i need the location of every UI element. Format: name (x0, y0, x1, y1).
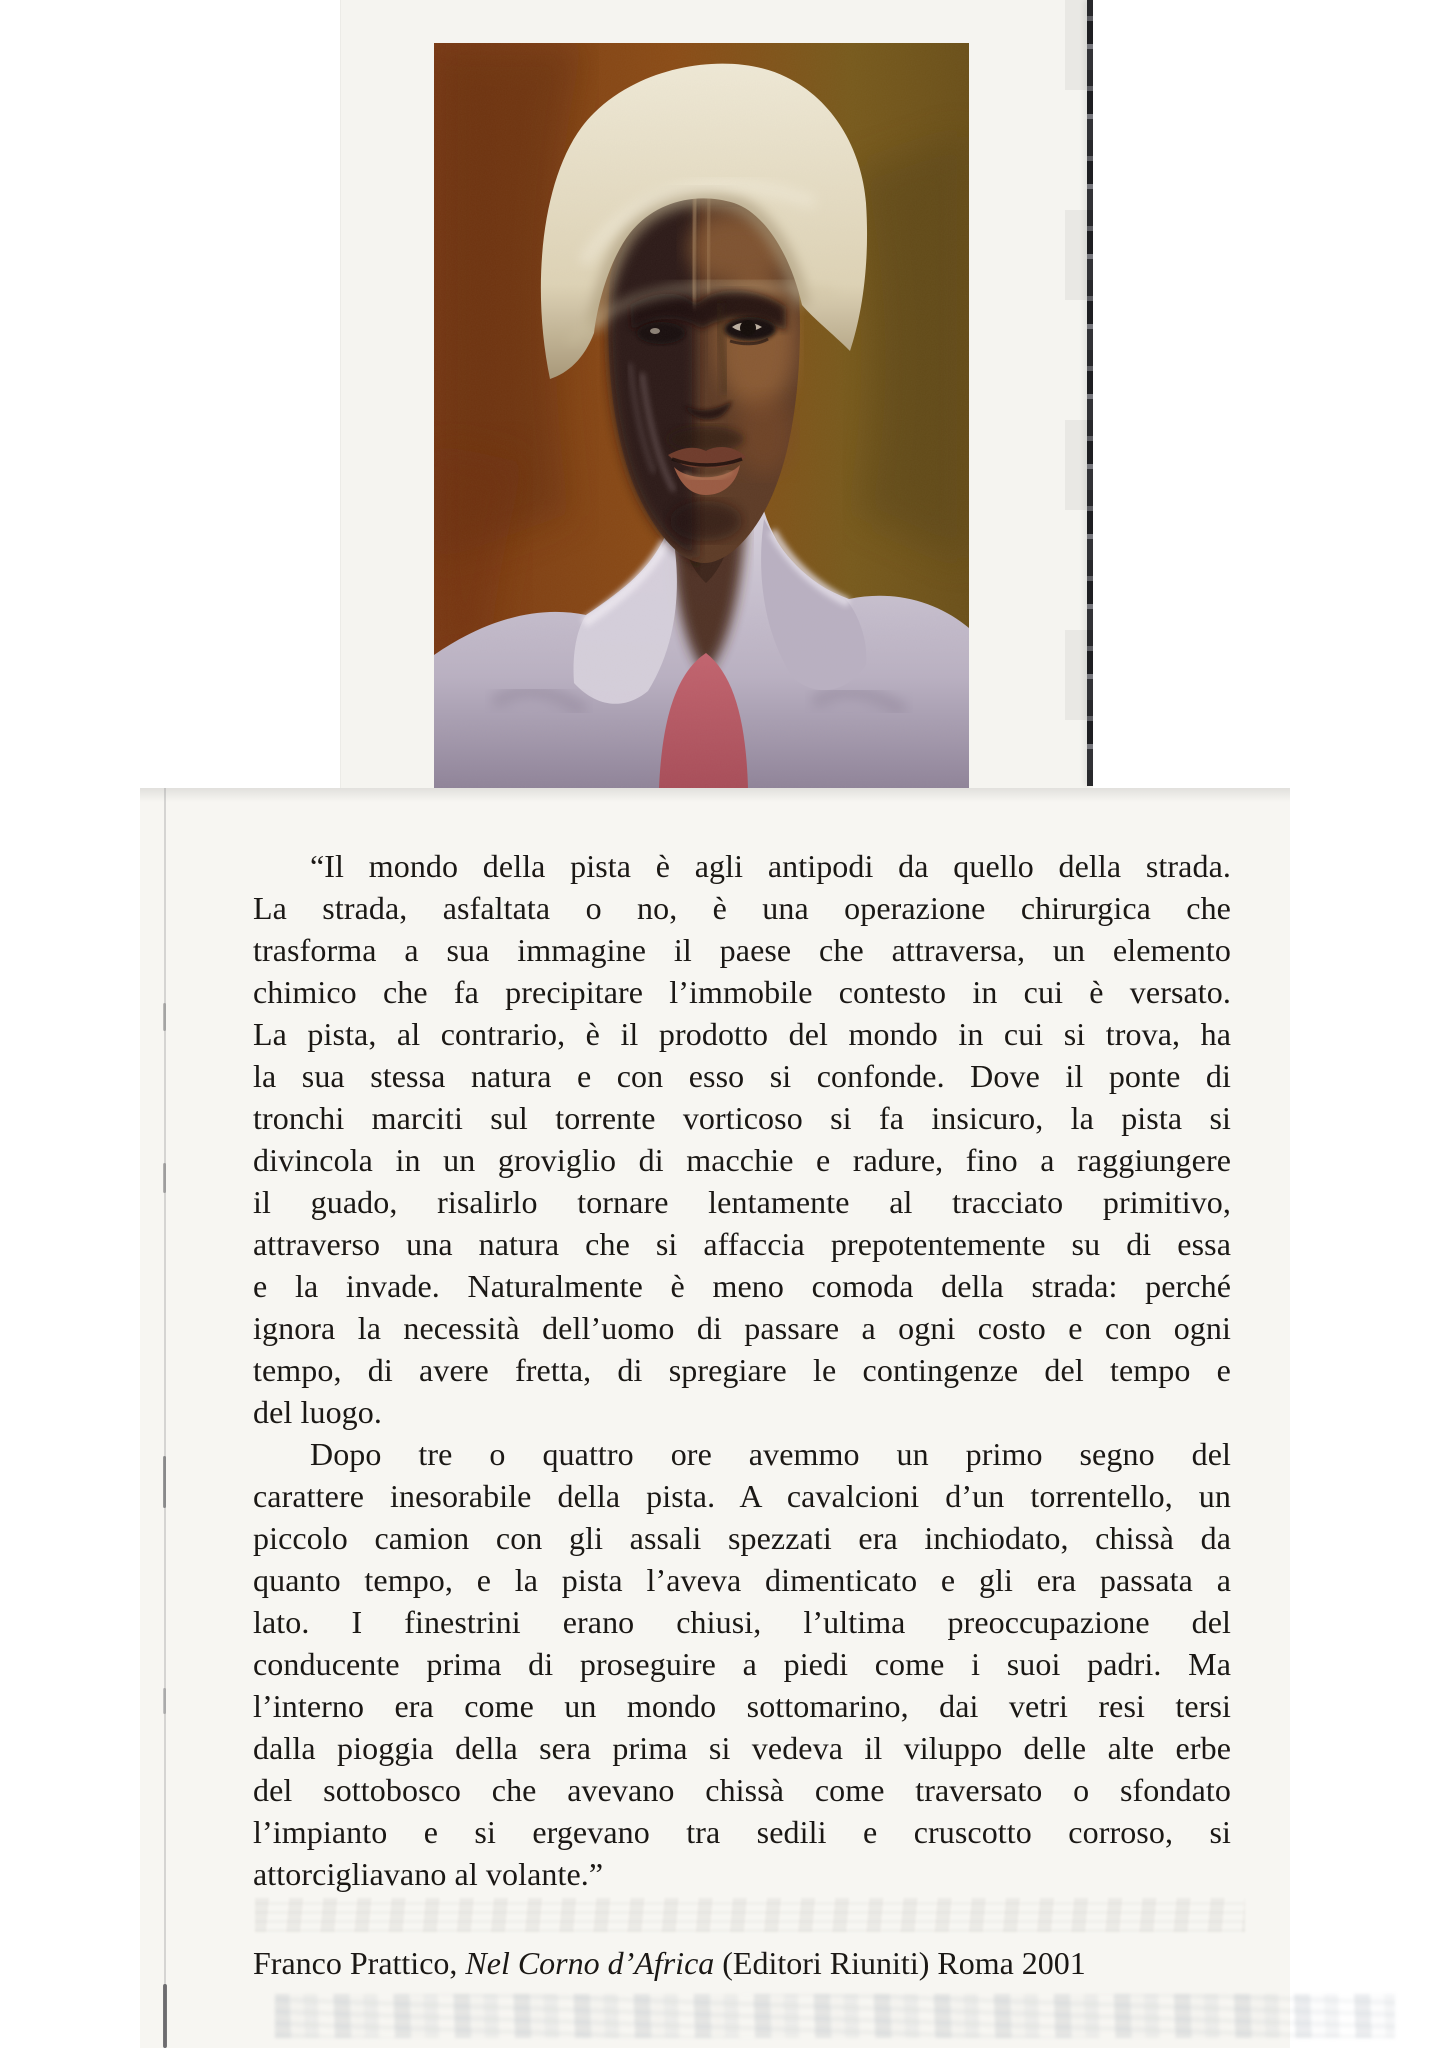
portrait-painting (434, 43, 969, 788)
quote-line: quanto tempo, e la pista l’aveva dimenticato e gli era passata a (253, 1562, 1231, 1598)
quote-line: la sua stessa natura e con esso si confonde. Dove il ponte di (253, 1058, 1231, 1094)
page-fold-line (164, 788, 166, 2048)
quote-line: il guado, risalirlo tornare lentamente al tracciato primitivo, (253, 1184, 1231, 1220)
quote-line: lato. I finestrini erano chiusi, l’ultima preoccupazione del (253, 1604, 1231, 1640)
page-seam (140, 788, 1290, 802)
fold-dash (163, 1456, 166, 1508)
attribution-author: Franco Prattico, (253, 1945, 466, 1981)
quote-line: trasforma a sua immagine il paese che attraversa, un elemento (253, 932, 1231, 968)
quote-line: attraverso una natura che si affaccia prepotentemente su di essa (253, 1226, 1231, 1262)
fold-dash (163, 1003, 166, 1031)
quote-line: La strada, asfaltata o no, è una operazione chirurgica che (253, 890, 1231, 926)
quote-line: e la invade. Naturalmente è meno comoda della strada: perché (253, 1268, 1231, 1304)
page-torn-edge (1087, 0, 1093, 786)
quote-text (253, 845, 1231, 1983)
fold-dash (163, 1984, 167, 2048)
quote-line: conducente prima di proseguire a piedi come i suoi padri. Ma (253, 1646, 1231, 1682)
quote-line: piccolo camion con gli assali spezzati era inchiodato, chissà da (253, 1520, 1231, 1556)
quote-line: del sottobosco che avevano chissà come traversato o sfondato (253, 1772, 1231, 1808)
attribution-title: Nel Corno d’Africa (465, 1945, 715, 1981)
fold-dash (163, 1163, 166, 1193)
quote-line: La pista, al contrario, è il prodotto del mondo in cui si trova, ha (253, 1016, 1231, 1052)
quote-line: l’interno era come un mondo sottomarino, dai vetri resi tersi (253, 1688, 1231, 1724)
paint-texture (434, 43, 969, 788)
quote-line: chimico che fa precipitare l’immobile contesto in cui è versato. (253, 974, 1231, 1010)
portrait-svg (434, 43, 969, 788)
quote-line: “Il mondo della pista è agli antipodi da quello della strada. (310, 848, 1231, 884)
quote-line: l’impianto e si ergevano tra sedili e cruscotto corroso, si (253, 1814, 1231, 1850)
quote-line: del luogo. (253, 1394, 382, 1430)
photo-page (340, 0, 1093, 790)
quote-line: tronchi marciti sul torrente vorticoso si fa insicuro, la pista si (253, 1100, 1231, 1136)
fold-dash (163, 1688, 166, 1714)
quote-line: divincola in un groviglio di macchie e radure, fino a raggiungere (253, 1142, 1231, 1178)
quote-line: carattere inesorabile della pista. A cavalcioni d’un torrentello, un (253, 1478, 1231, 1514)
attribution (253, 1943, 1231, 1983)
quote-line: dalla pioggia della sera prima si vedeva il viluppo delle alte erbe (253, 1730, 1231, 1766)
attribution-publisher: (Editori Riuniti) Roma 2001 (714, 1945, 1086, 1981)
quote-line: tempo, di avere fretta, di spregiare le contingenze del tempo e (253, 1352, 1231, 1388)
quote-line: ignora la necessità dell’uomo di passare a ogni costo e con ogni (253, 1310, 1231, 1346)
quote-line: attorcigliavano al volante.” (253, 1856, 604, 1892)
quote-line: Dopo tre o quattro ore avemmo un primo segno del (310, 1436, 1231, 1472)
